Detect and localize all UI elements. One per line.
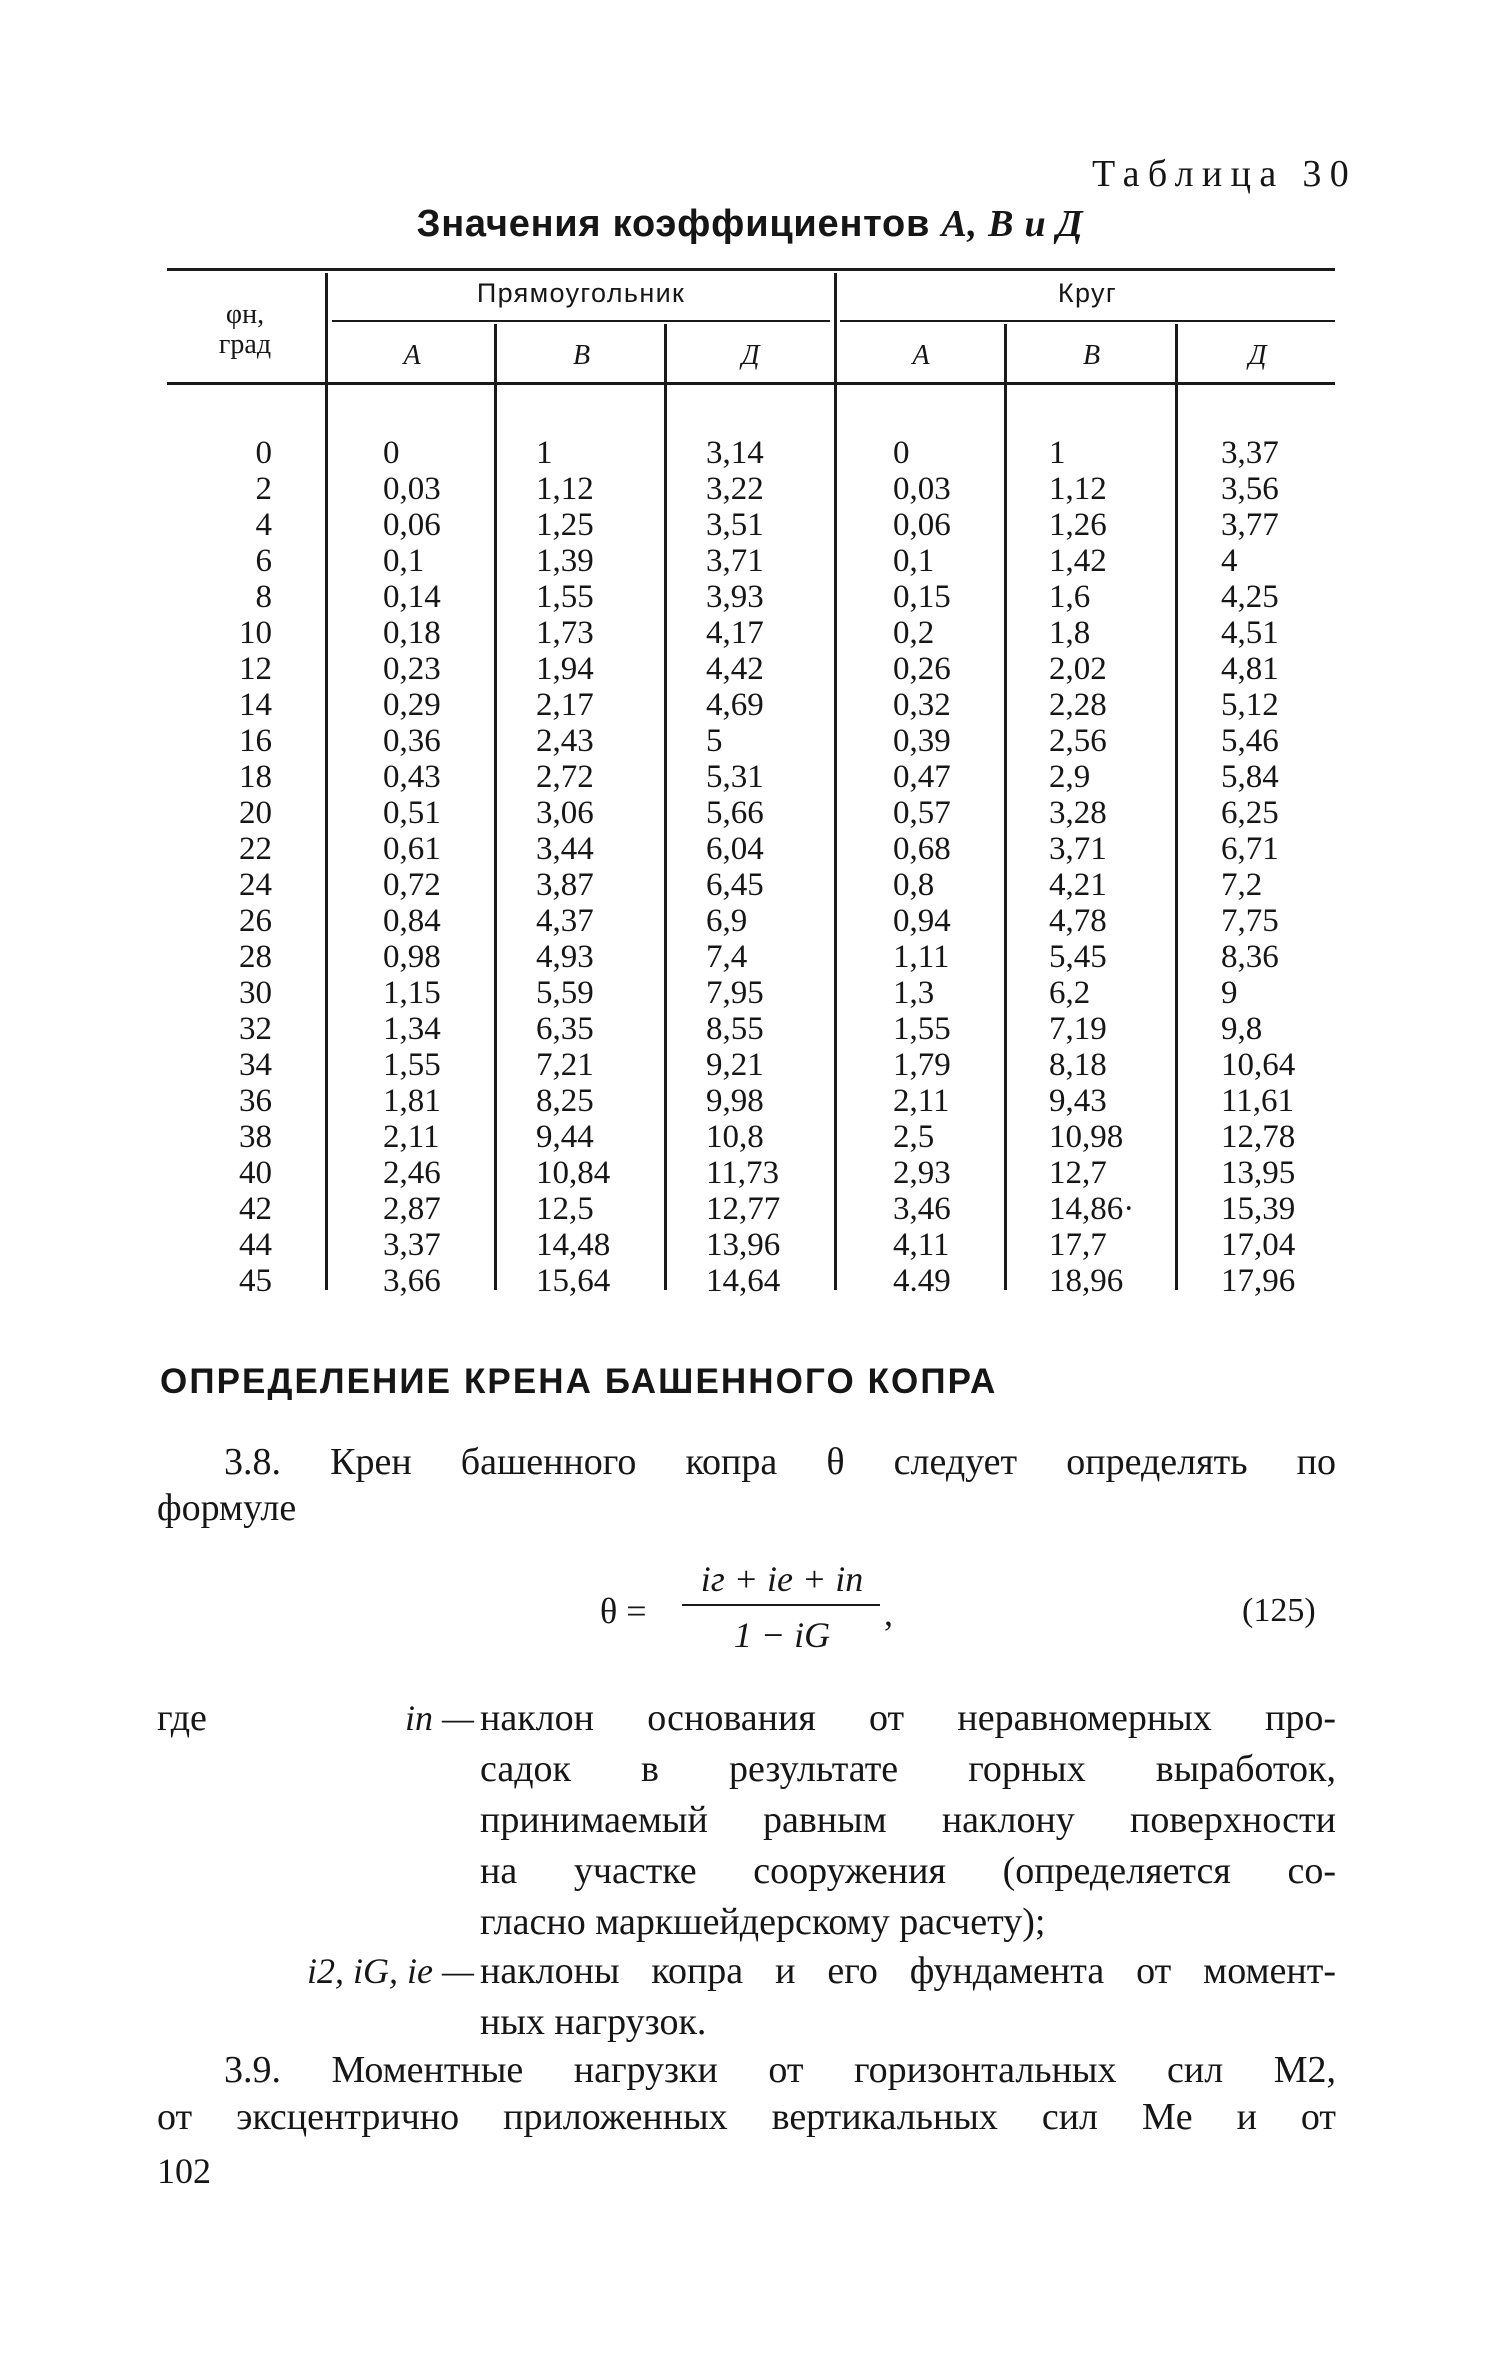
table-cell: 4,81 bbox=[1221, 651, 1279, 687]
table-cell: 9 bbox=[1221, 975, 1238, 1011]
page-number: 102 bbox=[157, 2151, 211, 2191]
table-cell: 1,6 bbox=[1049, 579, 1091, 615]
table-cell: 14,86· bbox=[1049, 1191, 1135, 1227]
table-cell: 17,7 bbox=[1049, 1227, 1107, 1263]
table-cell: 0,8 bbox=[893, 867, 935, 903]
table-cell: 10,98 bbox=[1049, 1119, 1124, 1155]
column-rect-b bbox=[536, 435, 610, 1299]
table-cell: 1,8 bbox=[1049, 615, 1091, 651]
table-group-rule-left bbox=[332, 320, 830, 322]
table-cell: 32 bbox=[239, 1011, 272, 1047]
table-label: Таблица 30 bbox=[1092, 153, 1358, 195]
table-cell: 0,98 bbox=[383, 939, 441, 975]
table-cell: 12,5 bbox=[536, 1191, 594, 1227]
table-cell: 14,64 bbox=[706, 1263, 781, 1299]
table-cell: 6,25 bbox=[1221, 795, 1279, 831]
table-cell: 4,37 bbox=[536, 903, 594, 939]
table-cell: 6,45 bbox=[706, 867, 764, 903]
table-cell: 2,93 bbox=[893, 1155, 951, 1191]
table-cell: 2 bbox=[255, 471, 272, 507]
table-cell: 3,22 bbox=[706, 471, 764, 507]
table-cell: 5,45 bbox=[1049, 939, 1107, 975]
table-cell: 38 bbox=[239, 1119, 272, 1155]
table-cell: 3,14 bbox=[706, 435, 764, 471]
group-header-circle: Круг bbox=[1057, 278, 1118, 308]
table-cell: 3,66 bbox=[383, 1263, 441, 1299]
table-cell: 10 bbox=[239, 615, 272, 651]
table-cell: 9,8 bbox=[1221, 1011, 1263, 1047]
table-cell: 4 bbox=[1221, 543, 1238, 579]
table-cell: 0,94 bbox=[893, 903, 951, 939]
table-cell: 3,28 bbox=[1049, 795, 1107, 831]
table-cell: 0,03 bbox=[383, 471, 441, 507]
table-cell: 6,2 bbox=[1049, 975, 1091, 1011]
table-cell: 12 bbox=[239, 651, 272, 687]
table-cell: 0,32 bbox=[893, 687, 951, 723]
table-cell: 40 bbox=[239, 1155, 272, 1191]
table-cell: 2,43 bbox=[536, 723, 594, 759]
table-cell: 18 bbox=[239, 759, 272, 795]
table-cell: 3,56 bbox=[1221, 471, 1279, 507]
def1-term: iп — bbox=[404, 1698, 474, 1738]
table-cell: 2,11 bbox=[383, 1119, 440, 1155]
table-cell: 6,9 bbox=[706, 903, 748, 939]
def1-line: на участке сооружения (определяется со- bbox=[480, 1850, 1336, 1892]
table-cell: 0 bbox=[383, 435, 400, 471]
subheader-rect-d: Д bbox=[741, 340, 760, 371]
table-cell: 0,68 bbox=[893, 831, 951, 867]
table-cell: 1,55 bbox=[536, 579, 594, 615]
table-cell: 1,11 bbox=[893, 939, 950, 975]
table-cell: 9,98 bbox=[706, 1083, 764, 1119]
table-cell: 36 bbox=[239, 1083, 272, 1119]
table-cell: 12,78 bbox=[1221, 1119, 1296, 1155]
table-cell: 14,48 bbox=[536, 1227, 611, 1263]
table-cell: 0,61 bbox=[383, 831, 441, 867]
table-cell: 6,35 bbox=[536, 1011, 594, 1047]
table-cell: 5 bbox=[706, 723, 723, 759]
table-cell: 2,28 bbox=[1049, 687, 1107, 723]
subheader-rect-b: В bbox=[572, 340, 591, 371]
table-header-rule bbox=[167, 382, 1335, 385]
table-cell: 7,2 bbox=[1221, 867, 1263, 903]
table-cell: 9,43 bbox=[1049, 1083, 1107, 1119]
table-title-text: Значения коэффициентов bbox=[416, 203, 931, 245]
table-cell: 1 bbox=[536, 435, 553, 471]
table-cell: 5,66 bbox=[706, 795, 764, 831]
subheader-circ-a: А bbox=[912, 340, 930, 371]
table-cell: 0,1 bbox=[383, 543, 425, 579]
table-cell: 2,5 bbox=[893, 1119, 935, 1155]
table-cell: 22 bbox=[239, 831, 272, 867]
table-cell: 17,04 bbox=[1221, 1227, 1296, 1263]
table-cell: 1,73 bbox=[536, 615, 594, 651]
table-cell: 2,02 bbox=[1049, 651, 1107, 687]
table-cell: 1,12 bbox=[1049, 471, 1107, 507]
table-cell: 4 bbox=[255, 507, 272, 543]
table-cell: 8,25 bbox=[536, 1083, 594, 1119]
def1-line: садок в результате горных выработок, bbox=[480, 1748, 1336, 1790]
table-cell: 0,1 bbox=[893, 543, 935, 579]
table-cell: 3,46 bbox=[893, 1191, 951, 1227]
table-title bbox=[0, 202, 1500, 246]
table-cell: 8,18 bbox=[1049, 1047, 1107, 1083]
table-cell: 7,95 bbox=[706, 975, 764, 1011]
table-cell: 1,12 bbox=[536, 471, 594, 507]
column-circ-b bbox=[1049, 435, 1134, 1299]
def1-line: гласно маркшейдерскому расчету); bbox=[480, 1901, 1046, 1943]
para-3-9-line-1: 3.9. Моментные нагрузки от горизонтальных сил M2, bbox=[224, 2049, 1336, 2091]
table-cell: 8,55 bbox=[706, 1011, 764, 1047]
subheader-circ-b: В bbox=[1082, 340, 1101, 371]
table-cell: 2,17 bbox=[536, 687, 594, 723]
table-cell: 9,21 bbox=[706, 1047, 764, 1083]
formula-numerator: iг + ie + iп bbox=[700, 1559, 864, 1599]
def1-line: принимаемый равным наклону поверхности bbox=[480, 1799, 1336, 1841]
table-cell: 3,77 bbox=[1221, 507, 1279, 543]
table-cell: 1,3 bbox=[893, 975, 935, 1011]
table-cell: 15,39 bbox=[1221, 1191, 1296, 1227]
table-cell: 3,71 bbox=[1049, 831, 1107, 867]
where-label: где bbox=[157, 1697, 207, 1739]
table-cell: 4,42 bbox=[706, 651, 764, 687]
table-cell: 7,75 bbox=[1221, 903, 1279, 939]
table-cell: 5,84 bbox=[1221, 759, 1279, 795]
def2-text bbox=[480, 1946, 1336, 2048]
table-cell: 12,77 bbox=[706, 1191, 781, 1227]
table-cell: 16 bbox=[239, 723, 272, 759]
table-cell: 3,71 bbox=[706, 543, 764, 579]
table-cell: 26 bbox=[239, 903, 272, 939]
table-divider-5 bbox=[1004, 324, 1007, 1290]
table-cell: 0,43 bbox=[383, 759, 441, 795]
table-cell: 34 bbox=[239, 1047, 272, 1083]
table-cell: 5,46 bbox=[1221, 723, 1279, 759]
table-cell: 1,55 bbox=[383, 1047, 441, 1083]
table-cell: 0,06 bbox=[893, 507, 951, 543]
table-cell: 2,9 bbox=[1049, 759, 1091, 795]
phi-header bbox=[170, 300, 320, 360]
table-top-rule bbox=[167, 268, 1335, 271]
table-cell: 1 bbox=[1049, 435, 1066, 471]
table-cell: 0,03 bbox=[893, 471, 951, 507]
table-cell: 0,72 bbox=[383, 867, 441, 903]
column-circ-d bbox=[1221, 435, 1295, 1299]
table-cell: 1,25 bbox=[536, 507, 594, 543]
table-cell: 1,79 bbox=[893, 1047, 951, 1083]
column-rect-a bbox=[383, 435, 441, 1299]
table-cell: 4,11 bbox=[893, 1227, 950, 1263]
table-cell: 2,72 bbox=[536, 759, 594, 795]
table-cell: 4,69 bbox=[706, 687, 764, 723]
formula-denominator: 1 − iG bbox=[733, 1615, 831, 1655]
table-cell: 13,95 bbox=[1221, 1155, 1296, 1191]
table-divider-2 bbox=[494, 324, 497, 1290]
table-cell: 1,55 bbox=[893, 1011, 951, 1047]
table-cell: 10,84 bbox=[536, 1155, 611, 1191]
table-cell: 3,87 bbox=[536, 867, 594, 903]
table-cell: 4,17 bbox=[706, 615, 764, 651]
table-cell: 6 bbox=[255, 543, 272, 579]
table-cell: 4,51 bbox=[1221, 615, 1279, 651]
table-cell: 7,19 bbox=[1049, 1011, 1107, 1047]
table-cell: 7,21 bbox=[536, 1047, 594, 1083]
table-cell: 0,29 bbox=[383, 687, 441, 723]
table-cell: 4,25 bbox=[1221, 579, 1279, 615]
subheader-rect-a: А bbox=[403, 340, 421, 371]
formula-lhs: θ = bbox=[600, 1591, 647, 1631]
table-cell: 15,64 bbox=[536, 1263, 611, 1299]
table-cell: 3,51 bbox=[706, 507, 764, 543]
table-cell: 5,12 bbox=[1221, 687, 1279, 723]
table-cell: 6,04 bbox=[706, 831, 764, 867]
table-cell: 18,96 bbox=[1049, 1263, 1124, 1299]
formula-comma: , bbox=[884, 1593, 893, 1633]
table-cell: 24 bbox=[239, 867, 272, 903]
table-cell: 1,26 bbox=[1049, 507, 1107, 543]
table-cell: 4.49 bbox=[893, 1263, 951, 1299]
table-cell: 0,2 bbox=[893, 615, 935, 651]
def1-text bbox=[480, 1693, 1336, 1948]
table-cell: 0,26 bbox=[893, 651, 951, 687]
table-cell: 17,96 bbox=[1221, 1263, 1296, 1299]
group-header-rectangle: Прямоугольник bbox=[476, 278, 686, 308]
def1-line: наклон основания от неравномерных про- bbox=[480, 1697, 1336, 1739]
table-cell: 11,61 bbox=[1221, 1083, 1295, 1119]
column-circ-a bbox=[893, 435, 951, 1299]
table-cell: 8,36 bbox=[1221, 939, 1279, 975]
column-phi bbox=[212, 435, 272, 1299]
table-cell: 3,06 bbox=[536, 795, 594, 831]
table-cell: 10,64 bbox=[1221, 1047, 1296, 1083]
table-divider-6 bbox=[1175, 324, 1178, 1290]
def2-line: наклоны копра и его фундамента от момент- bbox=[480, 1950, 1336, 1992]
table-cell: 13,96 bbox=[706, 1227, 781, 1263]
para-3-8-line-1: 3.8. Крен башенного копра θ следует определять по bbox=[224, 1441, 1336, 1483]
table-cell: 7,4 bbox=[706, 939, 748, 975]
table-cell: 8 bbox=[255, 579, 272, 615]
table-cell: 28 bbox=[239, 939, 272, 975]
table-cell: 4,21 bbox=[1049, 867, 1107, 903]
table-cell: 0,06 bbox=[383, 507, 441, 543]
table-cell: 10,8 bbox=[706, 1119, 764, 1155]
table-cell: 0,39 bbox=[893, 723, 951, 759]
table-cell: 2,87 bbox=[383, 1191, 441, 1227]
table-cell: 0 bbox=[255, 435, 272, 471]
table-cell: 0 bbox=[893, 435, 910, 471]
table-title-vars: А, В и Д bbox=[941, 203, 1084, 245]
table-cell: 45 bbox=[239, 1263, 272, 1299]
table-cell: 3,44 bbox=[536, 831, 594, 867]
table-divider-1 bbox=[325, 273, 328, 1290]
para-3-8-line-2: формуле bbox=[157, 1487, 297, 1529]
column-rect-d bbox=[706, 435, 780, 1299]
table-cell: 4,93 bbox=[536, 939, 594, 975]
phi-header-text: φн, град bbox=[218, 299, 272, 360]
table-cell: 14 bbox=[239, 687, 272, 723]
table-cell: 0,15 bbox=[893, 579, 951, 615]
table-cell: 3,37 bbox=[383, 1227, 441, 1263]
formula-fraction-bar bbox=[682, 1604, 880, 1606]
table-cell: 0,23 bbox=[383, 651, 441, 687]
table-cell: 42 bbox=[239, 1191, 272, 1227]
table-cell: 1,15 bbox=[383, 975, 441, 1011]
table-cell: 30 bbox=[239, 975, 272, 1011]
table-cell: 1,34 bbox=[383, 1011, 441, 1047]
table-cell: 2,46 bbox=[383, 1155, 441, 1191]
table-cell: 5,31 bbox=[706, 759, 764, 795]
table-cell: 2,56 bbox=[1049, 723, 1107, 759]
table-cell: 3,37 bbox=[1221, 435, 1279, 471]
table-cell: 11,73 bbox=[706, 1155, 780, 1191]
table-cell: 3,93 bbox=[706, 579, 764, 615]
table-cell: 0,57 bbox=[893, 795, 951, 831]
table-cell: 4,78 bbox=[1049, 903, 1107, 939]
table-divider-4 bbox=[834, 273, 837, 1290]
def2-line: ных нагрузок. bbox=[480, 2001, 707, 2043]
table-cell: 1,39 bbox=[536, 543, 594, 579]
table-cell: 20 bbox=[239, 795, 272, 831]
table-cell: 1,94 bbox=[536, 651, 594, 687]
table-cell: 1,42 bbox=[1049, 543, 1107, 579]
table-cell: 1,81 bbox=[383, 1083, 441, 1119]
def2-term: i2, iG, ie — bbox=[307, 1951, 474, 1991]
para-3-9-line-2: от эксцентрично приложенных вертикальных сил Me и от bbox=[157, 2096, 1336, 2138]
table-cell: 0,51 bbox=[383, 795, 441, 831]
table-cell: 0,47 bbox=[893, 759, 951, 795]
table-cell: 0,36 bbox=[383, 723, 441, 759]
table-cell: 44 bbox=[239, 1227, 272, 1263]
subheader-circ-d: Д bbox=[1248, 340, 1267, 371]
table-group-rule-right bbox=[840, 320, 1335, 322]
section-title: ОПРЕДЕЛЕНИЕ КРЕНА БАШЕННОГО КОПРА bbox=[160, 1362, 998, 1401]
table-cell: 12,7 bbox=[1049, 1155, 1107, 1191]
table-divider-3 bbox=[664, 324, 667, 1290]
table-cell: 6,71 bbox=[1221, 831, 1279, 867]
table-cell: 0,18 bbox=[383, 615, 441, 651]
table-cell: 9,44 bbox=[536, 1119, 594, 1155]
table-cell: 0,84 bbox=[383, 903, 441, 939]
table-cell: 0,14 bbox=[383, 579, 441, 615]
table-cell: 5,59 bbox=[536, 975, 594, 1011]
table-cell: 2,11 bbox=[893, 1083, 950, 1119]
formula-number: (125) bbox=[1242, 1592, 1316, 1629]
